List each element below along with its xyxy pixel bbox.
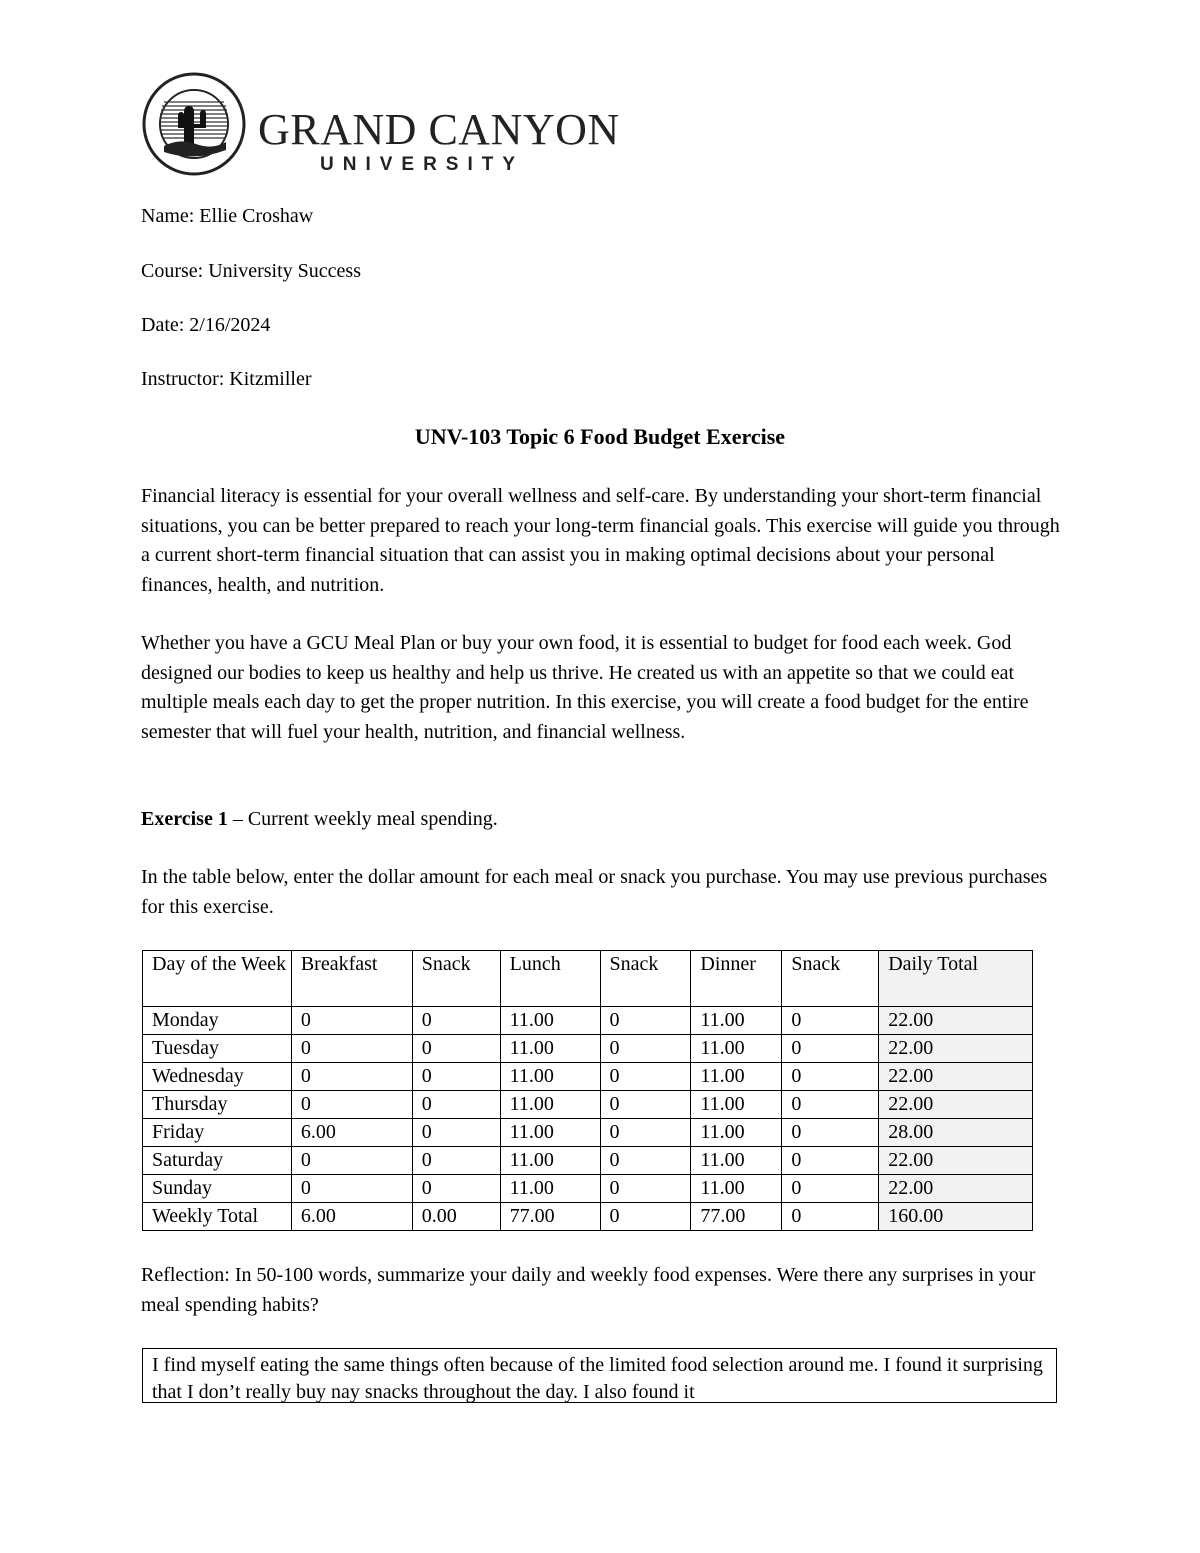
amount-cell: 22.00 bbox=[879, 1091, 1033, 1119]
table-row bbox=[143, 1091, 1033, 1119]
amount-cell: 0 bbox=[412, 1091, 500, 1119]
header-daily-total: Daily Total bbox=[879, 951, 1033, 1007]
header-snack: Snack bbox=[600, 951, 691, 1007]
weekly-meal-spending-table bbox=[142, 950, 1033, 1231]
exercise-description: – Current weekly meal spending. bbox=[227, 808, 498, 830]
amount-cell: 0 bbox=[782, 1063, 879, 1091]
amount-cell: 0 bbox=[600, 1091, 691, 1119]
amount-cell: 11.00 bbox=[691, 1147, 782, 1175]
amount-cell: 0 bbox=[412, 1147, 500, 1175]
amount-cell: 77.00 bbox=[500, 1203, 600, 1231]
amount-cell: 11.00 bbox=[500, 1035, 600, 1063]
amount-cell: 22.00 bbox=[879, 1007, 1033, 1035]
amount-cell: 0 bbox=[412, 1119, 500, 1147]
meal-plan-paragraph: Whether you have a GCU Meal Plan or buy your own food, it is essential to budget for food each week. God designed our bodies to keep us healthy and help us thrive. He created us with an appetite so that we could eat multiple meals each day to get the proper nutrition. In this exercise, you will create a food budget for the entire semester that will fuel your health, nutrition, and financial wellness. bbox=[141, 632, 1029, 743]
amount-cell: 160.00 bbox=[879, 1203, 1033, 1231]
day-cell: Monday bbox=[143, 1007, 292, 1035]
amount-cell: 22.00 bbox=[879, 1147, 1033, 1175]
amount-cell: 0 bbox=[291, 1063, 412, 1091]
reflection-answer-box[interactable]: I find myself eating the same things often because of the limited food selection around me. I found it surprising that I don’t really buy nay snacks throughout the day. I also found it bbox=[142, 1348, 1057, 1403]
university-logo bbox=[140, 72, 620, 176]
reflection-prompt: Reflection: In 50-100 words, summarize your daily and weekly food expenses. Were there any surprises in your meal spending habits? bbox=[141, 1264, 1036, 1316]
amount-cell: 11.00 bbox=[691, 1119, 782, 1147]
header-day: Day of the Week bbox=[143, 951, 292, 1007]
table-row bbox=[143, 1119, 1033, 1147]
course-name: Course: University Success bbox=[141, 260, 361, 282]
amount-cell: 0 bbox=[600, 1203, 691, 1231]
amount-cell: 0 bbox=[412, 1063, 500, 1091]
day-cell: Thursday bbox=[143, 1091, 292, 1119]
amount-cell: 11.00 bbox=[500, 1119, 600, 1147]
table-row bbox=[143, 1175, 1033, 1203]
logo-subwordmark: UNIVERSITY bbox=[320, 154, 525, 175]
amount-cell: 77.00 bbox=[691, 1203, 782, 1231]
amount-cell: 11.00 bbox=[691, 1091, 782, 1119]
table-row bbox=[143, 1147, 1033, 1175]
exercise-label: Exercise 1 bbox=[141, 808, 228, 830]
amount-cell: 0 bbox=[782, 1091, 879, 1119]
table-instructions: In the table below, enter the dollar amount for each meal or snack you purchase. You may use previous purchases for this exercise. bbox=[141, 866, 1048, 918]
amount-cell: 11.00 bbox=[500, 1063, 600, 1091]
amount-cell: 11.00 bbox=[500, 1091, 600, 1119]
day-cell: Weekly Total bbox=[143, 1203, 292, 1231]
day-cell: Wednesday bbox=[143, 1063, 292, 1091]
amount-cell: 0 bbox=[291, 1035, 412, 1063]
table-row bbox=[143, 1203, 1033, 1231]
amount-cell: 28.00 bbox=[879, 1119, 1033, 1147]
amount-cell: 0 bbox=[600, 1007, 691, 1035]
amount-cell: 11.00 bbox=[500, 1147, 600, 1175]
amount-cell: 22.00 bbox=[879, 1035, 1033, 1063]
amount-cell: 0 bbox=[600, 1035, 691, 1063]
university-seal-icon bbox=[140, 72, 248, 176]
amount-cell: 0 bbox=[412, 1007, 500, 1035]
amount-cell: 0 bbox=[782, 1203, 879, 1231]
table-row bbox=[143, 1035, 1033, 1063]
amount-cell: 11.00 bbox=[691, 1035, 782, 1063]
amount-cell: 0 bbox=[600, 1119, 691, 1147]
amount-cell: 0 bbox=[600, 1147, 691, 1175]
amount-cell: 22.00 bbox=[879, 1175, 1033, 1203]
amount-cell: 0 bbox=[291, 1147, 412, 1175]
amount-cell: 0 bbox=[782, 1119, 879, 1147]
header-breakfast: Breakfast bbox=[291, 951, 412, 1007]
amount-cell: 0 bbox=[291, 1091, 412, 1119]
amount-cell: 0 bbox=[600, 1175, 691, 1203]
amount-cell: 0 bbox=[782, 1007, 879, 1035]
amount-cell: 0 bbox=[782, 1147, 879, 1175]
day-cell: Sunday bbox=[143, 1175, 292, 1203]
amount-cell: 22.00 bbox=[879, 1063, 1033, 1091]
amount-cell: 6.00 bbox=[291, 1203, 412, 1231]
amount-cell: 0 bbox=[412, 1175, 500, 1203]
day-cell: Saturday bbox=[143, 1147, 292, 1175]
amount-cell: 0 bbox=[291, 1175, 412, 1203]
amount-cell: 11.00 bbox=[691, 1175, 782, 1203]
table-row bbox=[143, 1063, 1033, 1091]
amount-cell: 11.00 bbox=[500, 1007, 600, 1035]
amount-cell: 6.00 bbox=[291, 1119, 412, 1147]
header-dinner: Dinner bbox=[691, 951, 782, 1007]
amount-cell: 0 bbox=[600, 1063, 691, 1091]
intro-paragraph: Financial literacy is essential for your overall wellness and self-care. By understanding your short-term financial situations, you can be better prepared to reach your long-term financial goals. This exercise will guide you through a current short-term financial situation that can assist you in making optimal decisions about your personal finances, health, and nutrition. bbox=[141, 485, 1060, 596]
header-snack: Snack bbox=[412, 951, 500, 1007]
amount-cell: 11.00 bbox=[500, 1175, 600, 1203]
amount-cell: 0 bbox=[782, 1175, 879, 1203]
amount-cell: 0.00 bbox=[412, 1203, 500, 1231]
amount-cell: 0 bbox=[412, 1035, 500, 1063]
assignment-date: Date: 2/16/2024 bbox=[141, 314, 271, 336]
amount-cell: 11.00 bbox=[691, 1007, 782, 1035]
table-header-row bbox=[143, 951, 1033, 1007]
logo-wordmark: GRAND CANYON bbox=[258, 105, 620, 154]
exercise-heading bbox=[141, 805, 1066, 835]
header-lunch: Lunch bbox=[500, 951, 600, 1007]
student-name: Name: Ellie Croshaw bbox=[141, 205, 314, 227]
day-cell: Tuesday bbox=[143, 1035, 292, 1063]
document-title: UNV-103 Topic 6 Food Budget Exercise bbox=[414, 424, 786, 449]
amount-cell: 11.00 bbox=[691, 1063, 782, 1091]
table-row bbox=[143, 1007, 1033, 1035]
header-snack: Snack bbox=[782, 951, 879, 1007]
amount-cell: 0 bbox=[291, 1007, 412, 1035]
instructor-name: Instructor: Kitzmiller bbox=[141, 368, 312, 390]
day-cell: Friday bbox=[143, 1119, 292, 1147]
amount-cell: 0 bbox=[782, 1035, 879, 1063]
